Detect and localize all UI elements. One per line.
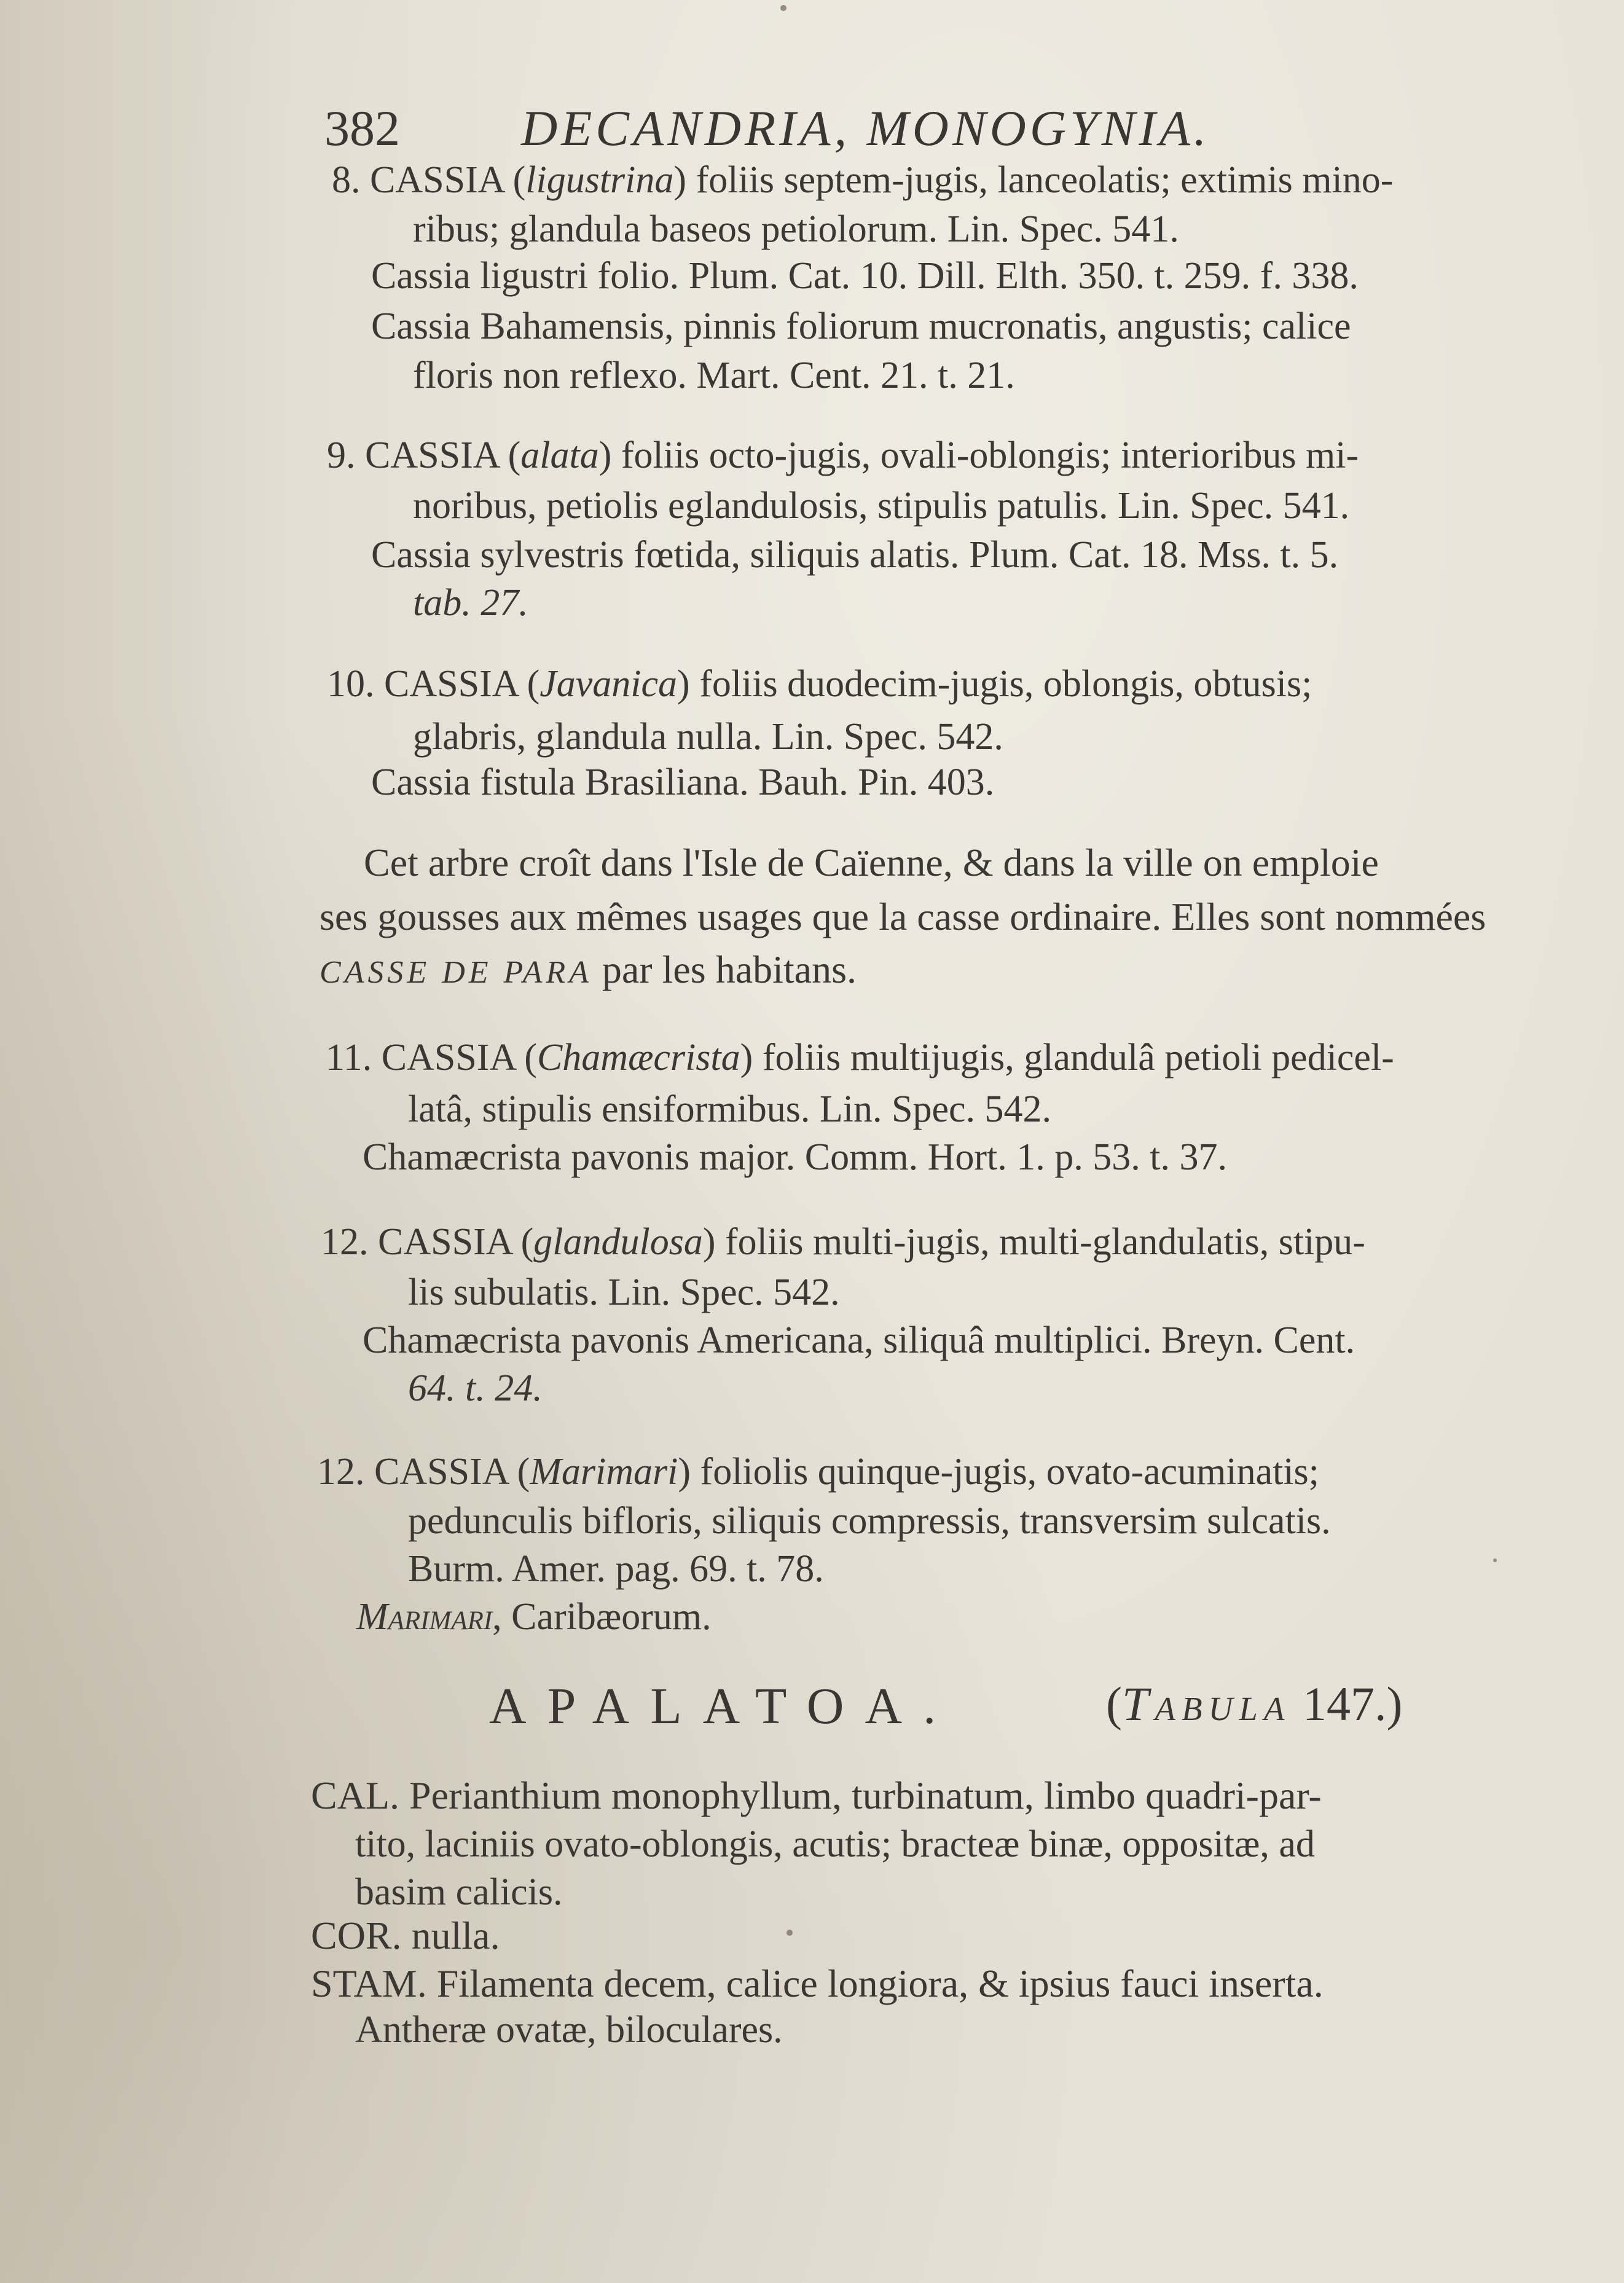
genus: CASSIA [374, 1451, 508, 1493]
entry-number: 10. [327, 663, 375, 705]
genus: CASSIA [384, 663, 518, 705]
species: Marimari [530, 1451, 678, 1493]
section-plate-reference: (Tabula 147.) [1106, 1677, 1403, 1731]
entry-number: 8. [332, 159, 361, 201]
entry-8-line1: 8. CASSIA (ligustrina) foliis septem-jugis, lanceolatis; extimis mino- [332, 159, 1394, 201]
entry-9-line2: noribus, petiolis eglandulosis, stipulis patulis. Lin. Spec. 541. [413, 485, 1350, 527]
entry-12a-line2: lis subulatis. Lin. Spec. 542. [408, 1271, 840, 1313]
genus: CASSIA [370, 159, 504, 201]
description: foliis octo-jugis, ovali-oblongis; interioribus mi- [621, 434, 1359, 476]
stam-line1: STAM. Filamenta decem, calice longiora, & ipsius fauci inserta. [311, 1962, 1324, 2005]
genus: CASSIA [365, 434, 499, 476]
cor-line: COR. nulla. [311, 1914, 500, 1957]
common-name: Marimari [356, 1596, 493, 1638]
entry-8-line2: ribus; glandula baseos petiolorum. Lin. Spec. 541. [413, 208, 1179, 250]
entry-12b-synonym1: Marimari, Caribæorum. [356, 1596, 712, 1638]
running-head: DECANDRIA, MONOGYNIA. [521, 100, 1210, 156]
description: foliis septem-jugis, lanceolatis; extimis mino- [696, 159, 1394, 201]
section-title: APALATOA. [489, 1678, 957, 1735]
entry-number: 12. [317, 1451, 365, 1493]
entry-10-line1: 10. CASSIA (Javanica) foliis duodecim-jugis, oblongis, obtusis; [327, 663, 1312, 705]
species: Javanica [539, 663, 678, 705]
description: foliis multi-jugis, multi-glandulatis, stipu- [725, 1221, 1365, 1263]
entry-9-synonym1: Cassia sylvestris fœtida, siliquis alatis. Plum. Cat. 18. Mss. t. 5. [371, 534, 1339, 576]
entry-number: 9. [327, 434, 356, 476]
genus: CASSIA [381, 1037, 515, 1079]
cal-line3: basim calicis. [355, 1871, 563, 1913]
entry-9-synonym2: tab. 27. [413, 582, 528, 624]
entry-11-line2: latâ, stipulis ensiformibus. Lin. Spec. 542. [408, 1088, 1052, 1130]
paper-speck [780, 5, 787, 11]
entry-10-synonym1: Cassia fistula Brasiliana. Bauh. Pin. 403. [371, 761, 995, 803]
entry-12b-line2: pedunculis bifloris, siliquis compressis, transversim sulcatis. [408, 1500, 1331, 1542]
species: alata [520, 434, 599, 476]
entry-10-line2: glabris, glandula nulla. Lin. Spec. 542. [413, 716, 1003, 758]
species: Chamæcrista [536, 1037, 740, 1079]
species: glandulosa [533, 1221, 703, 1263]
paragraph-line2: ses gousses aux mêmes usages que la casse ordinaire. Elles sont nommées [320, 895, 1486, 938]
entry-12b-line3: Burm. Amer. pag. 69. t. 78. [408, 1548, 824, 1590]
description: foliolis quinque-jugis, ovato-acuminatis; [700, 1451, 1319, 1493]
entry-8-synonym2b: floris non reflexo. Mart. Cent. 21. t. 21. [413, 355, 1015, 396]
entry-12a-synonym2: 64. t. 24. [408, 1367, 543, 1409]
cal-line2: tito, laciniis ovato-oblongis, acutis; bracteæ binæ, oppositæ, ad [355, 1823, 1315, 1865]
paper-speck [1493, 1558, 1497, 1562]
cal-line1: CAL. Perianthium monophyllum, turbinatum, limbo quadri-par- [311, 1774, 1322, 1817]
genus: CASSIA [378, 1221, 512, 1263]
entry-12a-line1: 12. CASSIA (glandulosa) foliis multi-jugis, multi-glandulatis, stipu- [321, 1221, 1365, 1263]
paragraph-line3: CASSE DE PARA par les habitans. [320, 948, 857, 991]
paper-speck [787, 1930, 793, 1936]
entry-9-line1: 9. CASSIA (alata) foliis octo-jugis, ovali-oblongis; interioribus mi- [327, 434, 1359, 476]
paragraph-line1: Cet arbre croît dans l'Isle de Caïenne, & dans la ville on emploie [364, 841, 1379, 884]
entry-8-synonym2a: Cassia Bahamensis, pinnis foliorum mucronatis, angustis; calice [371, 305, 1351, 347]
stam-line2: Antheræ ovatæ, biloculares. [355, 2009, 783, 2051]
entry-12a-synonym1: Chamæcrista pavonis Americana, siliquâ multiplici. Breyn. Cent. [363, 1319, 1355, 1361]
description: foliis multijugis, glandulâ petioli pedicel- [762, 1037, 1394, 1079]
species: ligustrina [525, 159, 674, 201]
entry-number: 12. [321, 1221, 369, 1263]
common-name: CASSE DE PARA [320, 955, 592, 990]
entry-11-line1: 11. CASSIA (Chamæcrista) foliis multijugis, glandulâ petioli pedicel- [326, 1037, 1394, 1079]
page-number: 382 [324, 100, 400, 156]
entry-number: 11. [326, 1037, 372, 1079]
description: foliis duodecim-jugis, oblongis, obtusis; [699, 663, 1312, 705]
entry-11-synonym1: Chamæcrista pavonis major. Comm. Hort. 1. p. 53. t. 37. [363, 1136, 1227, 1178]
entry-8-synonym1: Cassia ligustri folio. Plum. Cat. 10. Dill. Elth. 350. t. 259. f. 338. [371, 255, 1359, 297]
entry-12b-line1: 12. CASSIA (Marimari) foliolis quinque-jugis, ovato-acuminatis; [317, 1451, 1319, 1493]
